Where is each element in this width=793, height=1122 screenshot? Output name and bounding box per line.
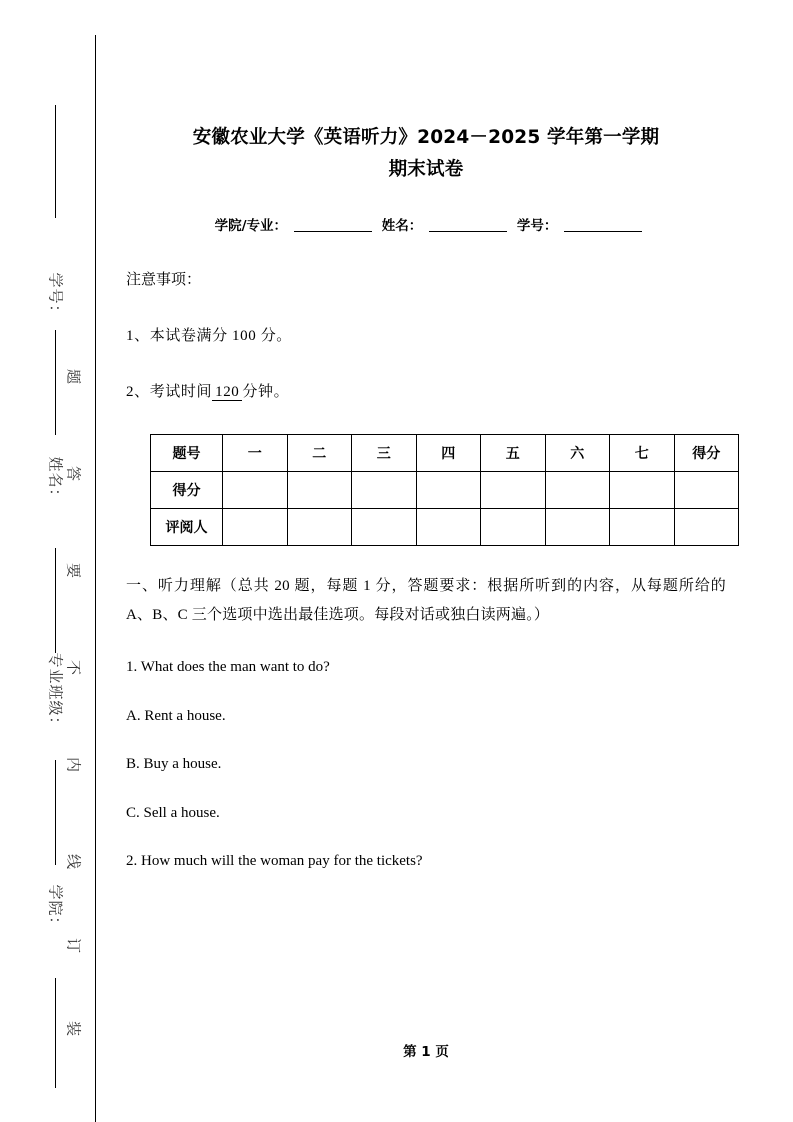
seal-char-ti: 题 (64, 368, 83, 384)
score-table-cell[interactable] (545, 471, 610, 508)
score-table-cell: 得分 (674, 434, 739, 471)
score-table (150, 434, 739, 546)
student-id-label: 学号： (516, 217, 558, 234)
note-2-prefix: 2、考试时间 (126, 383, 213, 400)
question-2-text: 2. How much will the woman pay for the tickets? (126, 853, 423, 870)
seal-char-nei: 内 (64, 756, 83, 772)
note-item-2 (126, 348, 726, 404)
seal-char-bu: 不 (64, 659, 83, 675)
score-table-cell: 六 (545, 434, 610, 471)
sealing-margin (0, 0, 97, 1122)
seal-char-ding: 订 (64, 937, 83, 953)
score-table-cell[interactable] (352, 471, 417, 508)
score-table-cell[interactable] (352, 508, 417, 545)
score-table-cell: 五 (481, 434, 546, 471)
table-row (151, 508, 739, 545)
score-table-cell: 四 (416, 434, 481, 471)
title-line-2: 期末试卷 (388, 158, 464, 180)
sealing-rule-1 (55, 105, 56, 218)
seal-char-zhuang: 装 (64, 1020, 83, 1036)
sealing-rule-2 (55, 330, 56, 435)
score-table-cell[interactable] (610, 471, 675, 508)
score-table-cell[interactable] (416, 508, 481, 545)
question-1-option-a[interactable]: A. Rent a house. (126, 707, 226, 724)
score-table-cell[interactable] (287, 508, 352, 545)
sealing-rule-4 (55, 760, 56, 865)
seal-label-college: 学院： (46, 884, 65, 933)
notes-heading: 注意事项： (126, 271, 202, 288)
seal-char-xian: 线 (64, 853, 83, 869)
seal-label-student-id: 学号： (46, 272, 65, 321)
section-heading-listening: 一、听力理解（总共 20 题，每题 1 分，答题要求：根据所听到的内容，从每题所给的 A、B、C 三个选项中选出最佳选项。每段对话或独白读两遍。） (126, 577, 726, 623)
table-row (151, 434, 739, 471)
score-table-cell[interactable] (481, 508, 546, 545)
seal-label-major-class: 专业班级： (46, 652, 65, 733)
note-2-suffix: 分钟。 (242, 383, 290, 400)
score-table-cell: 二 (287, 434, 352, 471)
score-table-cell[interactable] (287, 471, 352, 508)
name-label: 姓名： (381, 217, 423, 234)
seal-label-name: 姓名： (46, 456, 65, 505)
score-table-row-head: 得分 (151, 471, 223, 508)
title-line-1: 安徽农业大学《英语听力》2024－2025 学年第一学期 (192, 127, 660, 148)
student-id-blank[interactable] (564, 231, 642, 232)
score-table-row-head: 题号 (151, 434, 223, 471)
note-item-1: 1、本试卷满分 100 分。 (126, 327, 292, 344)
page-title (126, 0, 726, 186)
exam-paper-body (126, 0, 726, 1122)
score-table-cell[interactable] (223, 471, 288, 508)
score-table-cell[interactable] (674, 508, 739, 545)
question-1-text: 1. What does the man want to do? (126, 659, 330, 676)
score-table-cell[interactable] (416, 471, 481, 508)
table-row (151, 471, 739, 508)
score-table-cell: 一 (223, 434, 288, 471)
score-table-cell[interactable] (481, 471, 546, 508)
score-table-cell[interactable] (610, 508, 675, 545)
exam-duration-value: 120 (212, 384, 242, 401)
score-table-cell[interactable] (674, 471, 739, 508)
question-1-option-c[interactable]: C. Sell a house. (126, 804, 220, 821)
score-table-cell[interactable] (223, 508, 288, 545)
sealing-margin-border (95, 35, 96, 1122)
sealing-rule-3 (55, 548, 56, 653)
seal-char-da: 答 (64, 465, 83, 481)
college-major-blank[interactable] (294, 231, 372, 232)
page-footer: 第 1 页 (403, 1044, 449, 1060)
question-1-option-b[interactable]: B. Buy a house. (126, 756, 222, 773)
score-table-cell: 三 (352, 434, 417, 471)
score-table-cell[interactable] (545, 508, 610, 545)
seal-char-yao: 要 (64, 562, 83, 578)
sealing-rule-5 (55, 978, 56, 1088)
student-info-row (126, 214, 726, 234)
score-table-cell: 七 (610, 434, 675, 471)
score-table-row-head: 评阅人 (151, 508, 223, 545)
college-major-label: 学院/专业： (214, 217, 288, 234)
name-blank[interactable] (429, 231, 507, 232)
